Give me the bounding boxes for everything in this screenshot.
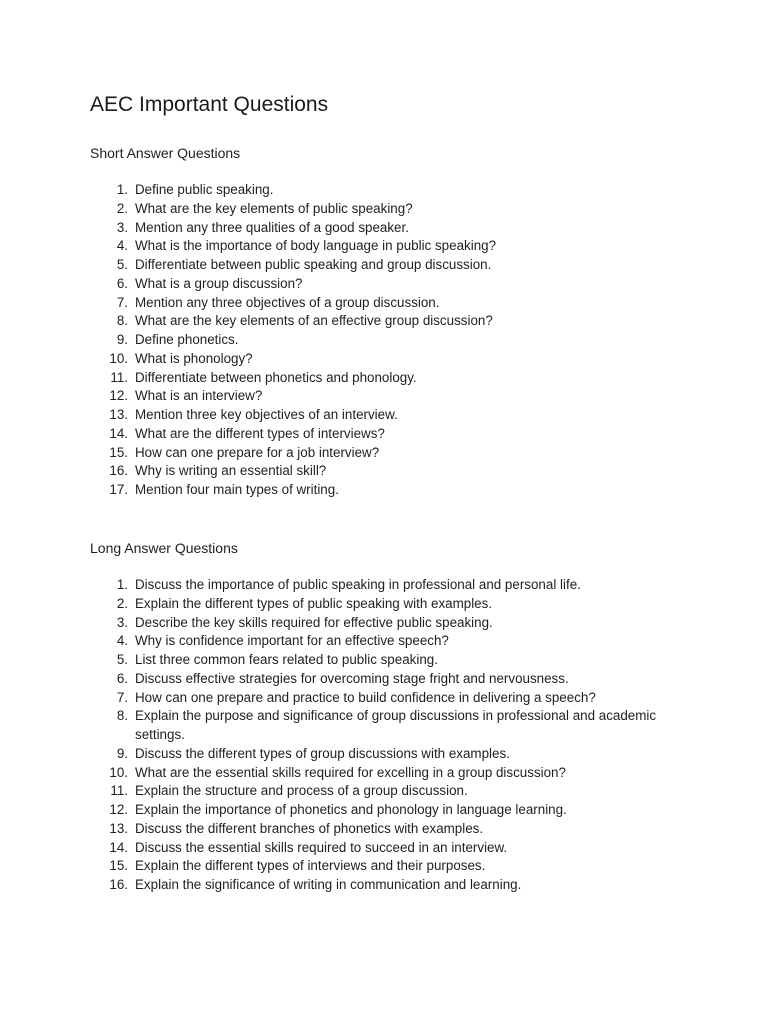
list-item <box>0 670 768 689</box>
list-item <box>0 237 768 256</box>
list-item <box>0 256 768 275</box>
list-item <box>0 614 768 633</box>
question-number: 16. <box>109 877 128 892</box>
list-item <box>0 444 768 463</box>
question-text: Discuss the importance of public speaking in professional and personal life. <box>135 577 581 592</box>
short-answer-list <box>0 181 768 500</box>
question-text: Explain the significance of writing in communication and learning. <box>135 877 522 892</box>
question-number: 6. <box>116 275 128 291</box>
question-number: 4. <box>116 633 128 649</box>
list-item <box>0 857 768 876</box>
question-number: 13. <box>109 407 128 422</box>
long-answer-list <box>0 576 768 895</box>
question-number: 8. <box>116 313 128 329</box>
list-item <box>0 764 768 783</box>
list-item <box>0 369 768 388</box>
question-text: Define public speaking. <box>135 182 274 197</box>
question-number: 13. <box>109 820 128 836</box>
question-text: Explain the different types of interviews and their purposes. <box>135 858 486 874</box>
question-text: Describe the key skills required for effective public speaking. <box>135 614 493 630</box>
question-text: What are the key elements of an effective group discussion? <box>135 313 493 329</box>
list-item <box>0 181 768 200</box>
question-text: Why is confidence important for an effective speech? <box>135 633 449 649</box>
list-item <box>0 219 768 238</box>
list-item <box>0 689 768 708</box>
question-text: Explain the structure and process of a group discussion. <box>135 783 468 799</box>
question-number: 3. <box>116 219 128 235</box>
question-number: 1. <box>116 577 128 592</box>
question-number: 10. <box>109 764 128 780</box>
question-number: 5. <box>116 257 128 272</box>
question-text: Differentiate between phonetics and phonology. <box>135 369 417 385</box>
question-text: Explain the different types of public speaking with examples. <box>135 595 493 611</box>
question-number: 7. <box>116 294 128 310</box>
list-item <box>0 481 768 500</box>
question-number: 15. <box>109 858 128 874</box>
question-number: 14. <box>109 425 128 441</box>
question-text: What are the key elements of public speaking? <box>135 200 413 216</box>
list-item <box>0 462 768 481</box>
question-text: Mention any three objectives of a group discussion. <box>135 294 440 310</box>
question-number: 4. <box>116 238 128 254</box>
question-text: Mention four main types of writing. <box>135 482 339 497</box>
list-item <box>0 745 768 764</box>
question-text: List three common fears related to public speaking. <box>135 652 438 667</box>
question-number: 1. <box>116 182 128 197</box>
list-item <box>0 576 768 595</box>
question-text: What are the different types of interviews? <box>135 425 385 441</box>
list-item <box>0 312 768 331</box>
list-item <box>0 406 768 425</box>
list-item <box>0 425 768 444</box>
question-number: 9. <box>116 745 128 761</box>
list-item <box>0 839 768 858</box>
page-title: AEC Important Questions <box>90 93 329 116</box>
question-text: Discuss the essential skills required to succeed in an interview. <box>135 839 508 855</box>
question-number: 2. <box>116 595 128 611</box>
short-answer-heading: Short Answer Questions <box>90 145 241 161</box>
list-item <box>0 651 768 670</box>
question-text: Discuss effective strategies for overcoming stage fright and nervousness. <box>135 670 569 686</box>
question-text: Mention any three qualities of a good speaker. <box>135 219 409 235</box>
question-number: 11. <box>110 369 128 385</box>
question-text: Mention three key objectives of an interview. <box>135 407 398 422</box>
question-number: 17. <box>109 482 128 497</box>
question-text: Define phonetics. <box>135 332 239 347</box>
question-number: 9. <box>116 332 128 347</box>
question-text: How can one prepare for a job interview? <box>135 444 380 460</box>
question-text: Discuss the different types of group discussions with examples. <box>135 745 510 761</box>
list-item <box>0 350 768 369</box>
question-number: 6. <box>116 670 128 686</box>
question-number: 12. <box>109 388 128 404</box>
question-number: 10. <box>109 350 128 366</box>
question-text: Explain the purpose and significance of group discussions in professional and academic settings. <box>135 708 657 742</box>
question-number: 8. <box>116 708 128 724</box>
question-text: Differentiate between public speaking and group discussion. <box>135 257 492 272</box>
question-text: What are the essential skills required for excelling in a group discussion? <box>135 764 566 780</box>
question-text: Why is writing an essential skill? <box>135 463 327 479</box>
question-text: How can one prepare and practice to build confidence in delivering a speech? <box>135 689 596 705</box>
question-text: Discuss the different branches of phonetics with examples. <box>135 820 484 836</box>
question-number: 2. <box>116 200 128 216</box>
question-text: Explain the importance of phonetics and phonology in language learning. <box>135 802 567 817</box>
list-item <box>0 331 768 350</box>
list-item <box>0 200 768 219</box>
question-number: 15. <box>109 444 128 460</box>
question-number: 11. <box>110 783 128 799</box>
question-text: What is the importance of body language in public speaking? <box>135 238 497 254</box>
question-number: 7. <box>116 689 128 705</box>
question-text: What is a group discussion? <box>135 275 303 291</box>
list-item <box>0 632 768 651</box>
list-item <box>0 387 768 406</box>
list-item <box>0 294 768 313</box>
question-text: What is phonology? <box>135 350 253 366</box>
list-item <box>0 595 768 614</box>
long-answer-heading: Long Answer Questions <box>90 540 238 556</box>
question-number: 12. <box>109 802 128 817</box>
question-text: What is an interview? <box>135 388 263 404</box>
list-item <box>0 876 768 895</box>
list-item <box>0 275 768 294</box>
question-number: 3. <box>116 614 128 630</box>
question-number: 5. <box>116 652 128 667</box>
question-number: 14. <box>109 839 128 855</box>
list-item <box>0 782 768 801</box>
list-item <box>0 707 768 745</box>
question-number: 16. <box>109 463 128 479</box>
list-item <box>0 801 768 820</box>
list-item <box>0 820 768 839</box>
